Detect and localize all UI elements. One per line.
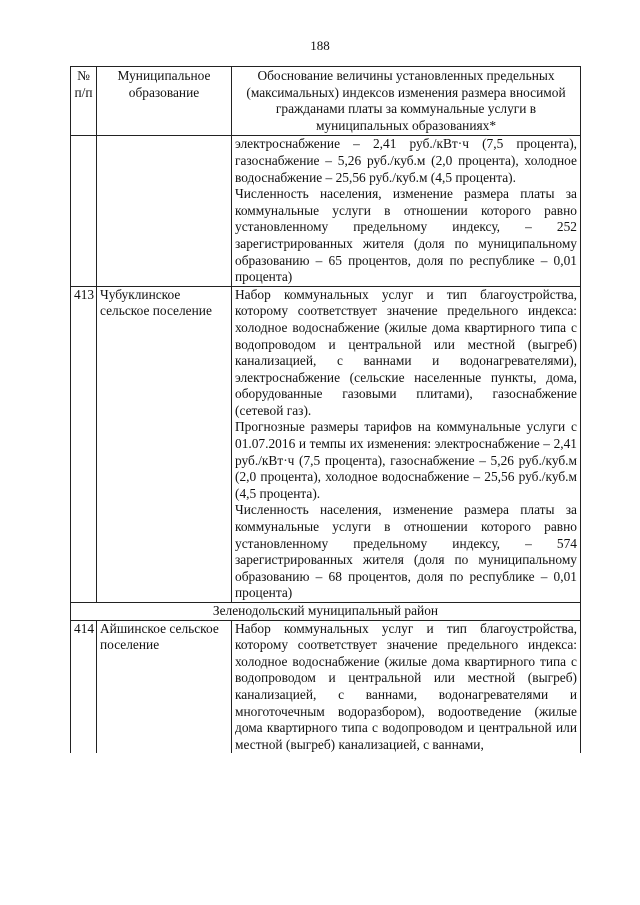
table-row [71,136,581,286]
justification-paragraph: Численность населения, изменение размера платы за коммунальные услуги в отношении которого равно установленному предельному индексу, – 574 зарегистрированных жителя (доля по муниципальному образованию – 68 процентов, доля по республике – 0,01 процента) [235,502,577,601]
row-number [71,136,97,286]
district-row [71,603,581,621]
tariff-justification-table [70,66,581,753]
row-municipality: Айшинское сельское поселение [97,620,232,753]
row-municipality: Чубуклинское сельское поселение [97,286,232,602]
header-municipality: Муниципальное образование [97,67,232,136]
justification-paragraph: Прогнозные размеры тарифов на коммунальные услуги с 01.07.2016 и темпы их изменения: электроснабжение – 2,41 руб./кВт·ч (7,5 процента), газоснабжение – 5,26 руб./куб.м (2,0 процента), холодное водоснабжение – 25,56 руб./куб.м (4,5 процента). [235,419,577,501]
header-justification: Обоснование величины установленных предельных (максимальных) индексов изменения размера вносимой гражданами платы за коммунальные услуги в муниципальных образованиях* [232,67,581,136]
row-justification [232,286,581,602]
table-row [71,620,581,753]
table-header-row [71,67,581,136]
district-heading: Зеленодольский муниципальный район [71,603,581,621]
row-justification [232,620,581,753]
justification-paragraph: электроснабжение – 2,41 руб./кВт·ч (7,5 процента), газоснабжение – 5,26 руб./куб.м (2,0 процента), холодное водоснабжение – 25,56 руб./куб.м (4,5 процента). [235,136,577,185]
row-number: 413 [71,286,97,602]
row-number: 414 [71,620,97,753]
justification-paragraph: Набор коммунальных услуг и тип благоустройства, которому соответствует значение предельного индекса: холодное водоснабжение (жилые дома квартирного типа с водопроводом и центральной или местной (выгреб) канализацией, с ваннами, водонагревателями и многоточечным водоразбором), водоотведение (жилые дома квартирного типа с водопроводом и центральной или местной (выгреб) канализацией, с ваннами, [235,620,577,752]
row-justification [232,136,581,286]
page-number: 188 [310,38,330,53]
table-row [71,286,581,602]
header-number: № п/п [71,67,97,136]
justification-paragraph: Набор коммунальных услуг и тип благоустройства, которому соответствует значение предельного индекса: холодное водоснабжение (жилые дома квартирного типа с водопроводом и центральной или местной (выгреб) канализацией, с ваннами и водонагревателями), электроснабжение (сельские населенные пункты, дома, оборудованные газовыми плитами), газоснабжение (сетевой газ). [235,286,577,418]
row-municipality [97,136,232,286]
justification-paragraph: Численность населения, изменение размера платы за коммунальные услуги в отношении которого равно установленному предельному индексу, – 252 зарегистрированных жителя (доля по муниципальному образованию – 65 процентов, доля по республике – 0,01 процента) [235,186,577,285]
